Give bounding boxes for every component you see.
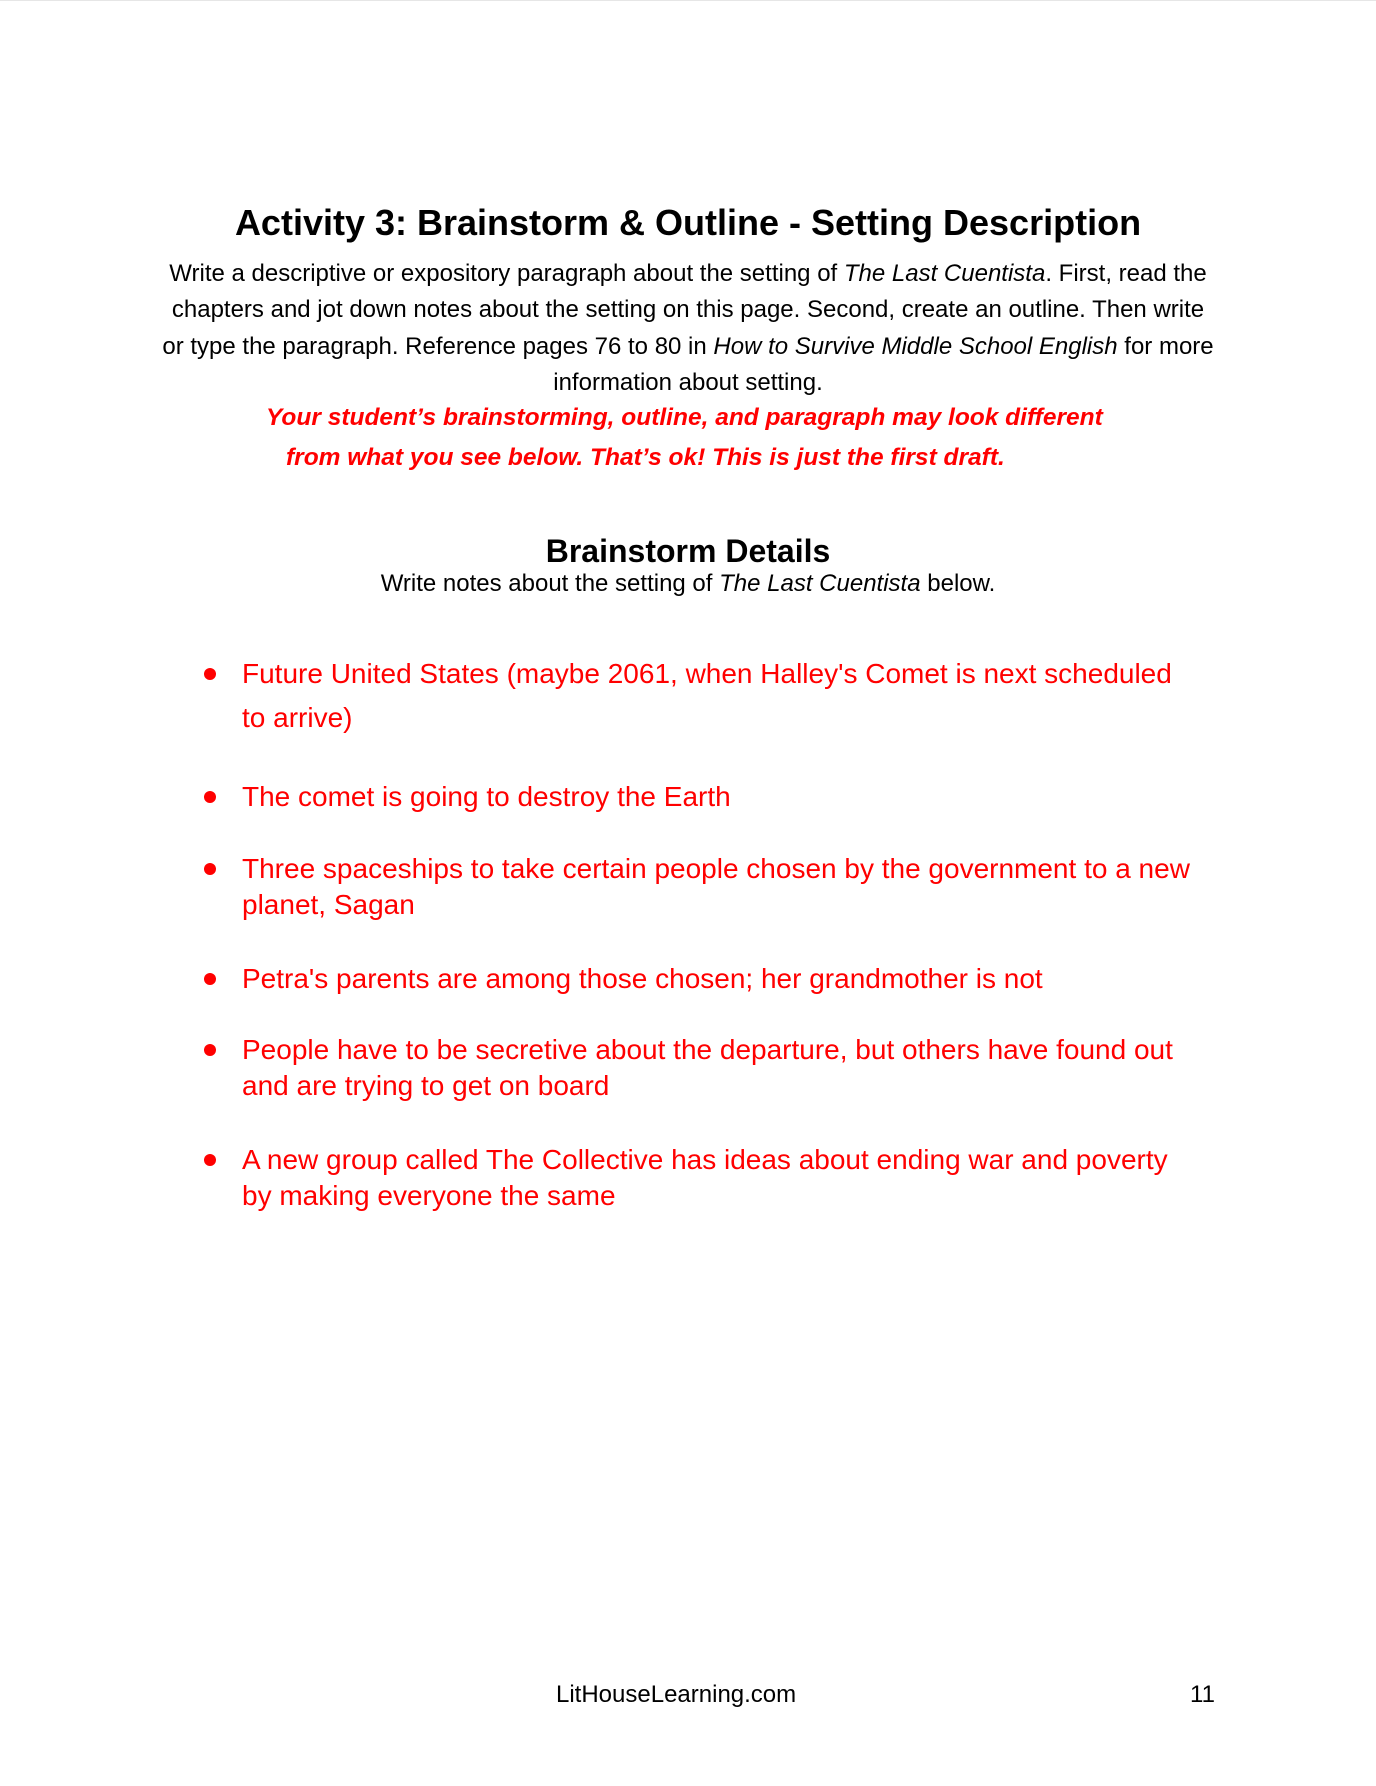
list-item-text: The comet is going to destroy the Earth: [242, 781, 731, 812]
brainstorm-instruction-text-1: Write notes about the setting of: [380, 570, 720, 597]
book-title: The Last Cuentista: [843, 260, 1046, 287]
page-top-border: [0, 0, 1376, 1]
brainstorm-instruction: [0, 569, 1376, 599]
page-number: 11: [1190, 1681, 1215, 1708]
guide-title: How to Survive Middle School English: [713, 332, 1118, 360]
brainstorm-book-title: The Last Cuentista: [719, 570, 921, 597]
teacher-note-line-1: Your student’s brainstorming, outline, and paragraph may look different: [266, 404, 1103, 431]
list-item-text: A new group called The Collective has ideas about ending war and poverty by making everyone the same: [242, 1144, 1168, 1211]
activity-instructions: [160, 256, 1216, 401]
instructions-text-1: Write a descriptive or expository paragraph about the setting of: [169, 260, 844, 287]
instructions-text-3: for more information about setting.: [553, 332, 1214, 396]
bullet-dot-icon: [204, 1154, 216, 1166]
footer-website: LitHouseLearning.com: [556, 1681, 797, 1708]
list-item-text: Petra's parents are among those chosen; her grandmother is not: [242, 963, 1043, 994]
teacher-note-line-2: from what you see below. That’s ok! This is just the first draft.: [286, 444, 1005, 471]
bullet-dot-icon: [204, 863, 216, 875]
bullet-dot-icon: [204, 973, 216, 985]
list-item-text: Three spaceships to take certain people chosen by the government to a new planet, Sagan: [242, 853, 1190, 920]
brainstorm-heading: Brainstorm Details: [545, 533, 831, 569]
brainstorm-instruction-text-2: below.: [920, 570, 996, 597]
bullet-dot-icon: [204, 668, 216, 680]
list-item-text: People have to be secretive about the departure, but others have found out and are trying to get on board: [242, 1034, 1173, 1101]
list-item-text: Future United States (maybe 2061, when Halley's Comet is next scheduled to arrive): [242, 658, 1172, 733]
instructions-text-2: . First, read the chapters and jot down notes about the setting on this page. Second, create an outline. Then write or type the paragraph. Reference pages 76 to 80 in: [162, 260, 1207, 360]
bullet-dot-icon: [204, 791, 216, 803]
bullet-dot-icon: [204, 1044, 216, 1056]
activity-title: Activity 3: Brainstorm & Outline - Setting Description: [234, 202, 1142, 243]
